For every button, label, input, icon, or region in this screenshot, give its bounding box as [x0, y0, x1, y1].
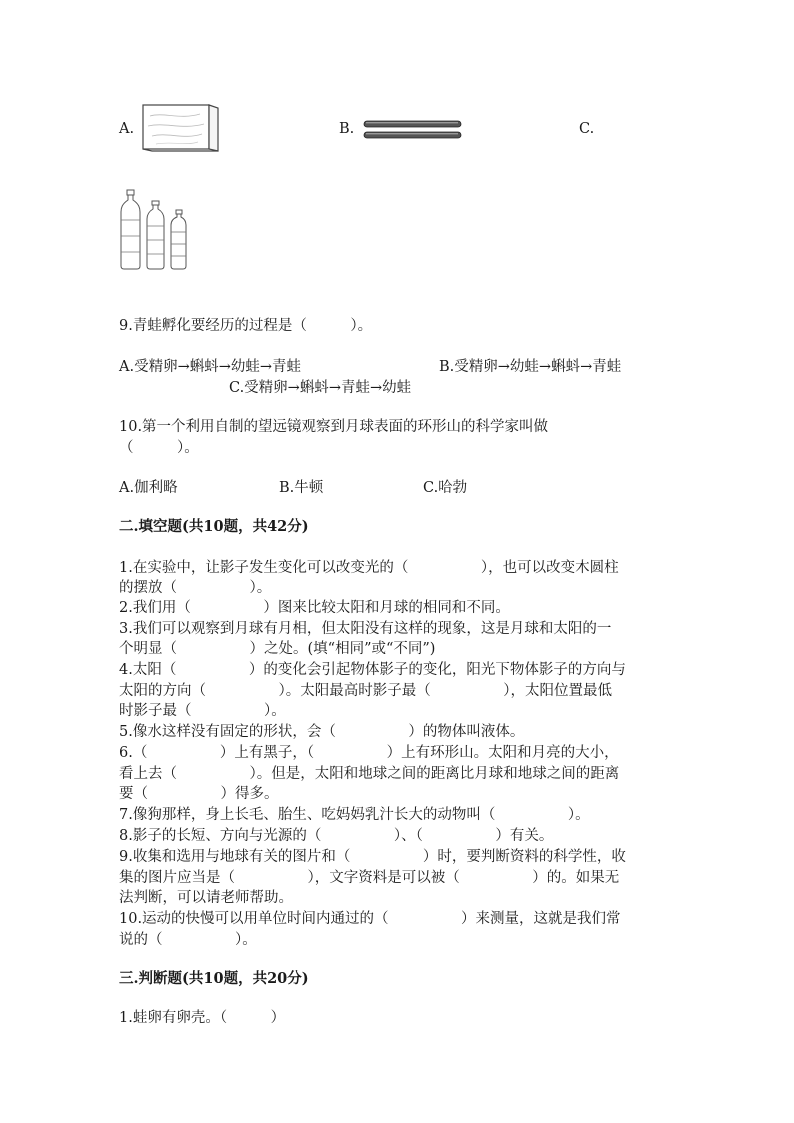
question-10-option-a: A.伽利略 [119, 480, 178, 496]
fill-line: 4.太阳（ ）的变化会引起物体影子的变化，阳光下物体影子的方向与 [119, 662, 626, 678]
fill-line: 3.我们可以观察到月球有月相，但太阳没有这样的现象，这是月球和太阳的一 [119, 621, 612, 637]
fill-line: 的摆放（ ）。 [119, 580, 272, 596]
wooden-board-image [142, 104, 220, 152]
fill-line: 2.我们用（ ）图来比较太阳和月球的相同和不同。 [119, 600, 510, 616]
plastic-bottles-image [119, 188, 195, 272]
fill-line: 7.像狗那样，身上长毛、胎生、吃妈妈乳汁长大的动物叫（ ）。 [119, 807, 590, 823]
question-10-stem-line-1: 10.第一个利用自制的望远镜观察到月球表面的环形山的科学家叫做 [119, 419, 549, 435]
metal-rods-image [362, 119, 464, 141]
section-3-title: 三.判断题(共10题，共20分) [119, 970, 309, 987]
question-9-option-a: A.受精卵→蝌蚪→幼蛙→青蛙 [119, 359, 302, 375]
question-10-option-c: C.哈勃 [423, 480, 468, 496]
fill-line: 8.影子的长短、方向与光源的（ ）、（ ）有关。 [119, 828, 554, 844]
fill-line: 个明显（ ）之处。(填“相同”或“不同”) [119, 641, 436, 657]
option-b-label: B. [339, 121, 355, 137]
fill-line: 看上去（ ）。但是，太阳和地球之间的距离比月球和地球之间的距离 [119, 766, 620, 782]
fill-line: 集的图片应当是（ ），文字资料是可以被（ ）的。如果无 [119, 870, 620, 886]
fill-line: 时影子最（ ）。 [119, 703, 286, 719]
question-9-option-b: B.受精卵→幼蛙→蝌蚪→青蛙 [439, 359, 622, 375]
question-10-stem-line-2: （ ）。 [119, 440, 199, 456]
fill-line: 5.像水这样没有固定的形状，会（ ）的物体叫液体。 [119, 724, 525, 740]
question-9-option-c: C.受精卵→蝌蚪→青蛙→幼蛙 [229, 380, 412, 396]
fill-line: 6.（ ）上有黑子，（ ）上有环形山。太阳和月亮的大小， [119, 745, 619, 761]
option-a-label: A. [119, 121, 135, 137]
fill-line: 太阳的方向（ ）。太阳最高时影子最（ ），太阳位置最低 [119, 683, 612, 699]
fill-line: 10.运动的快慢可以用单位时间内通过的（ ）来测量，这就是我们常 [119, 911, 621, 927]
fill-line: 法判断，可以请老师帮助。 [119, 890, 293, 906]
true-false-question-1: 1.蛙卵有卵壳。（ ） [119, 1010, 286, 1026]
fill-line: 要（ ）得多。 [119, 786, 279, 802]
fill-line: 9.收集和选用与地球有关的图片和（ ）时，要判断资料的科学性，收 [119, 849, 626, 865]
question-10-option-b: B.牛顿 [279, 480, 324, 496]
fill-line: 1.在实验中，让影子发生变化可以改变光的（ ），也可以改变木圆柱 [119, 560, 619, 576]
option-c-label: C. [579, 121, 595, 137]
fill-line: 说的（ ）。 [119, 932, 257, 948]
question-9-stem: 9.青蛙孵化要经历的过程是（ ）。 [119, 318, 373, 334]
section-2-title: 二.填空题(共10题，共42分) [119, 518, 309, 535]
